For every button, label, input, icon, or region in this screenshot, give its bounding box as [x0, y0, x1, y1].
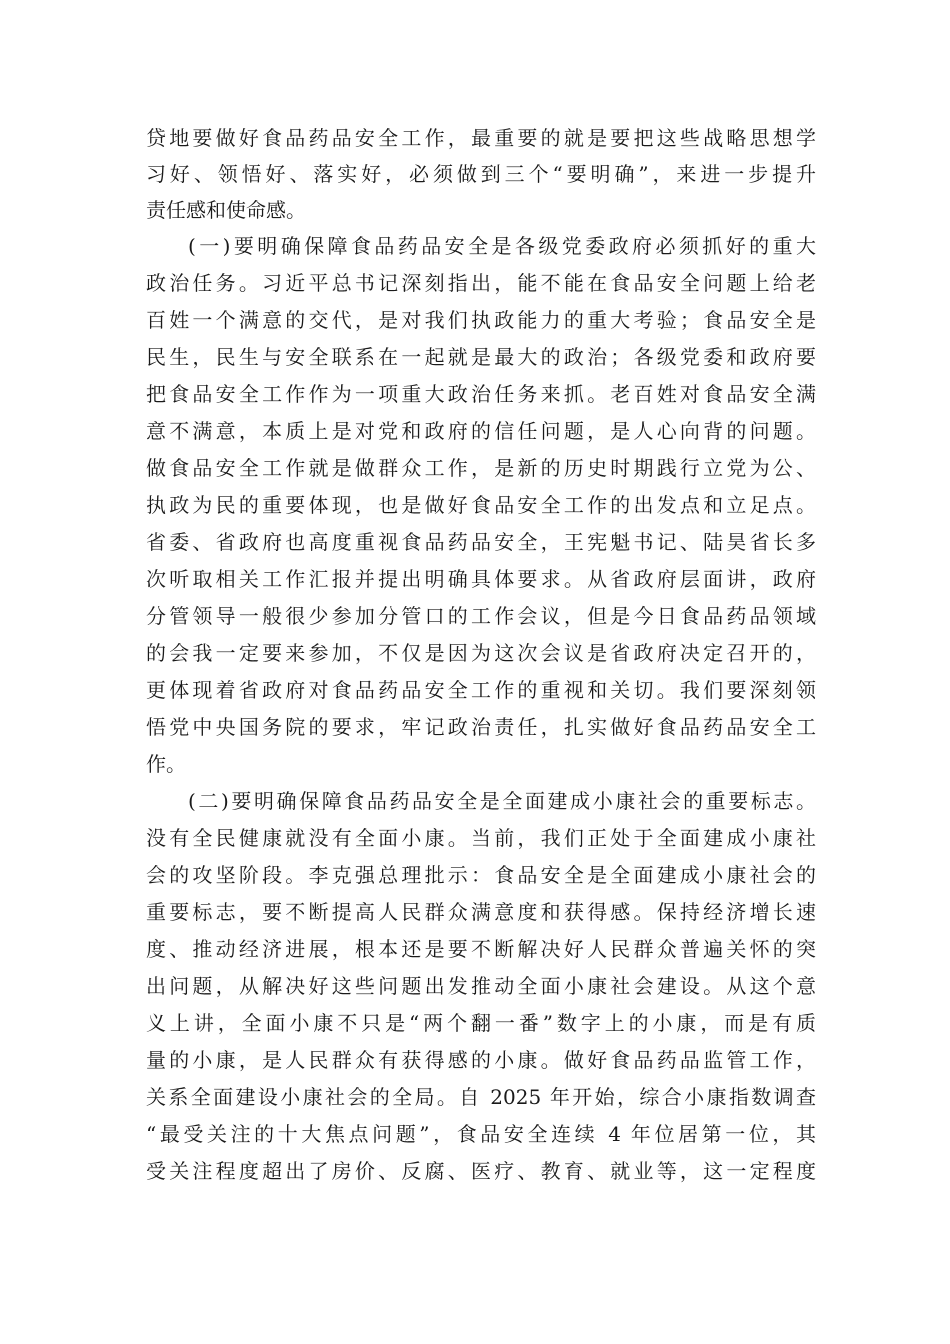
text-line: 政治任务。习近平总书记深刻指出，能不能在食品安全问题上给老 [146, 271, 816, 295]
text-line: 义上讲，全面小康不只是“两个翻一番”数字上的小康，而是有质 [146, 1011, 816, 1035]
text-line: 更体现着省政府对食品药品安全工作的重视和关切。我们要深刻领 [146, 678, 816, 702]
text-line: 重要标志，要不断提高人民群众满意度和获得感。保持经济增长速 [146, 900, 816, 924]
text-line: 执政为民的重要体现，也是做好食品安全工作的出发点和立足点。 [146, 493, 816, 517]
text-line: 作。 [146, 752, 186, 776]
paragraph-heading-2: (二)要明确保障食品药品安全是全面建成小康社会的重要标志。 [188, 789, 816, 813]
text-line: 贷地要做好食品药品安全工作，最重要的就是要把这些战略思想学 [146, 126, 816, 150]
text-line: “最受关注的十大焦点问题”，食品安全连续 4 年位居第一位，其 [146, 1122, 816, 1146]
text-line: 做食品安全工作就是做群众工作，是新的历史时期践行立党为公、 [146, 456, 816, 480]
text-line: 分管领导一般很少参加分管口的工作会议，但是今日食品药品领域 [146, 604, 816, 628]
text-line: 次听取相关工作汇报并提出明确具体要求。从省政府层面讲，政府 [146, 567, 816, 591]
text-line: 量的小康，是人民群众有获得感的小康。做好食品药品监管工作， [146, 1048, 816, 1072]
text-line: 意不满意，本质上是对党和政府的信任问题，是人心向背的问题。 [146, 419, 816, 443]
text-line: 关系全面建设小康社会的全局。自 2025 年开始，综合小康指数调查 [146, 1085, 816, 1109]
text-line: 习好、领悟好、落实好，必须做到三个“要明确”，来进一步提升 [146, 162, 816, 186]
text-line: 民生，民生与安全联系在一起就是最大的政治；各级党委和政府要 [146, 345, 816, 369]
text-line: 会的攻坚阶段。李克强总理批示：食品安全是全面建成小康社会的 [146, 863, 816, 887]
text-line: 把食品安全工作作为一项重大政治任务来抓。老百姓对食品安全满 [146, 382, 816, 406]
text-line: 出问题，从解决好这些问题出发推动全面小康社会建设。从这个意 [146, 974, 816, 998]
text-line: 百姓一个满意的交代，是对我们执政能力的重大考验；食品安全是 [146, 308, 816, 332]
text-line: 度、推动经济进展，根本还是要不断解决好人民群众普遍关怀的突 [146, 937, 816, 961]
text-line: 受关注程度超出了房价、反腐、医疗、教育、就业等，这一定程度 [146, 1159, 816, 1183]
paragraph-heading-1: (一)要明确保障食品药品安全是各级党委政府必须抓好的重大 [188, 234, 816, 258]
text-line: 悟党中央国务院的要求，牢记政治责任，扎实做好食品药品安全工 [146, 715, 816, 739]
text-line: 没有全民健康就没有全面小康。当前，我们正处于全面建成小康社 [146, 826, 816, 850]
text-line: 省委、省政府也高度重视食品药品安全，王宪魁书记、陆昊省长多 [146, 530, 816, 554]
text-line: 责任感和使命感。 [146, 198, 306, 222]
text-line: 的会我一定要来参加，不仅是因为这次会议是省政府决定召开的， [146, 641, 816, 665]
